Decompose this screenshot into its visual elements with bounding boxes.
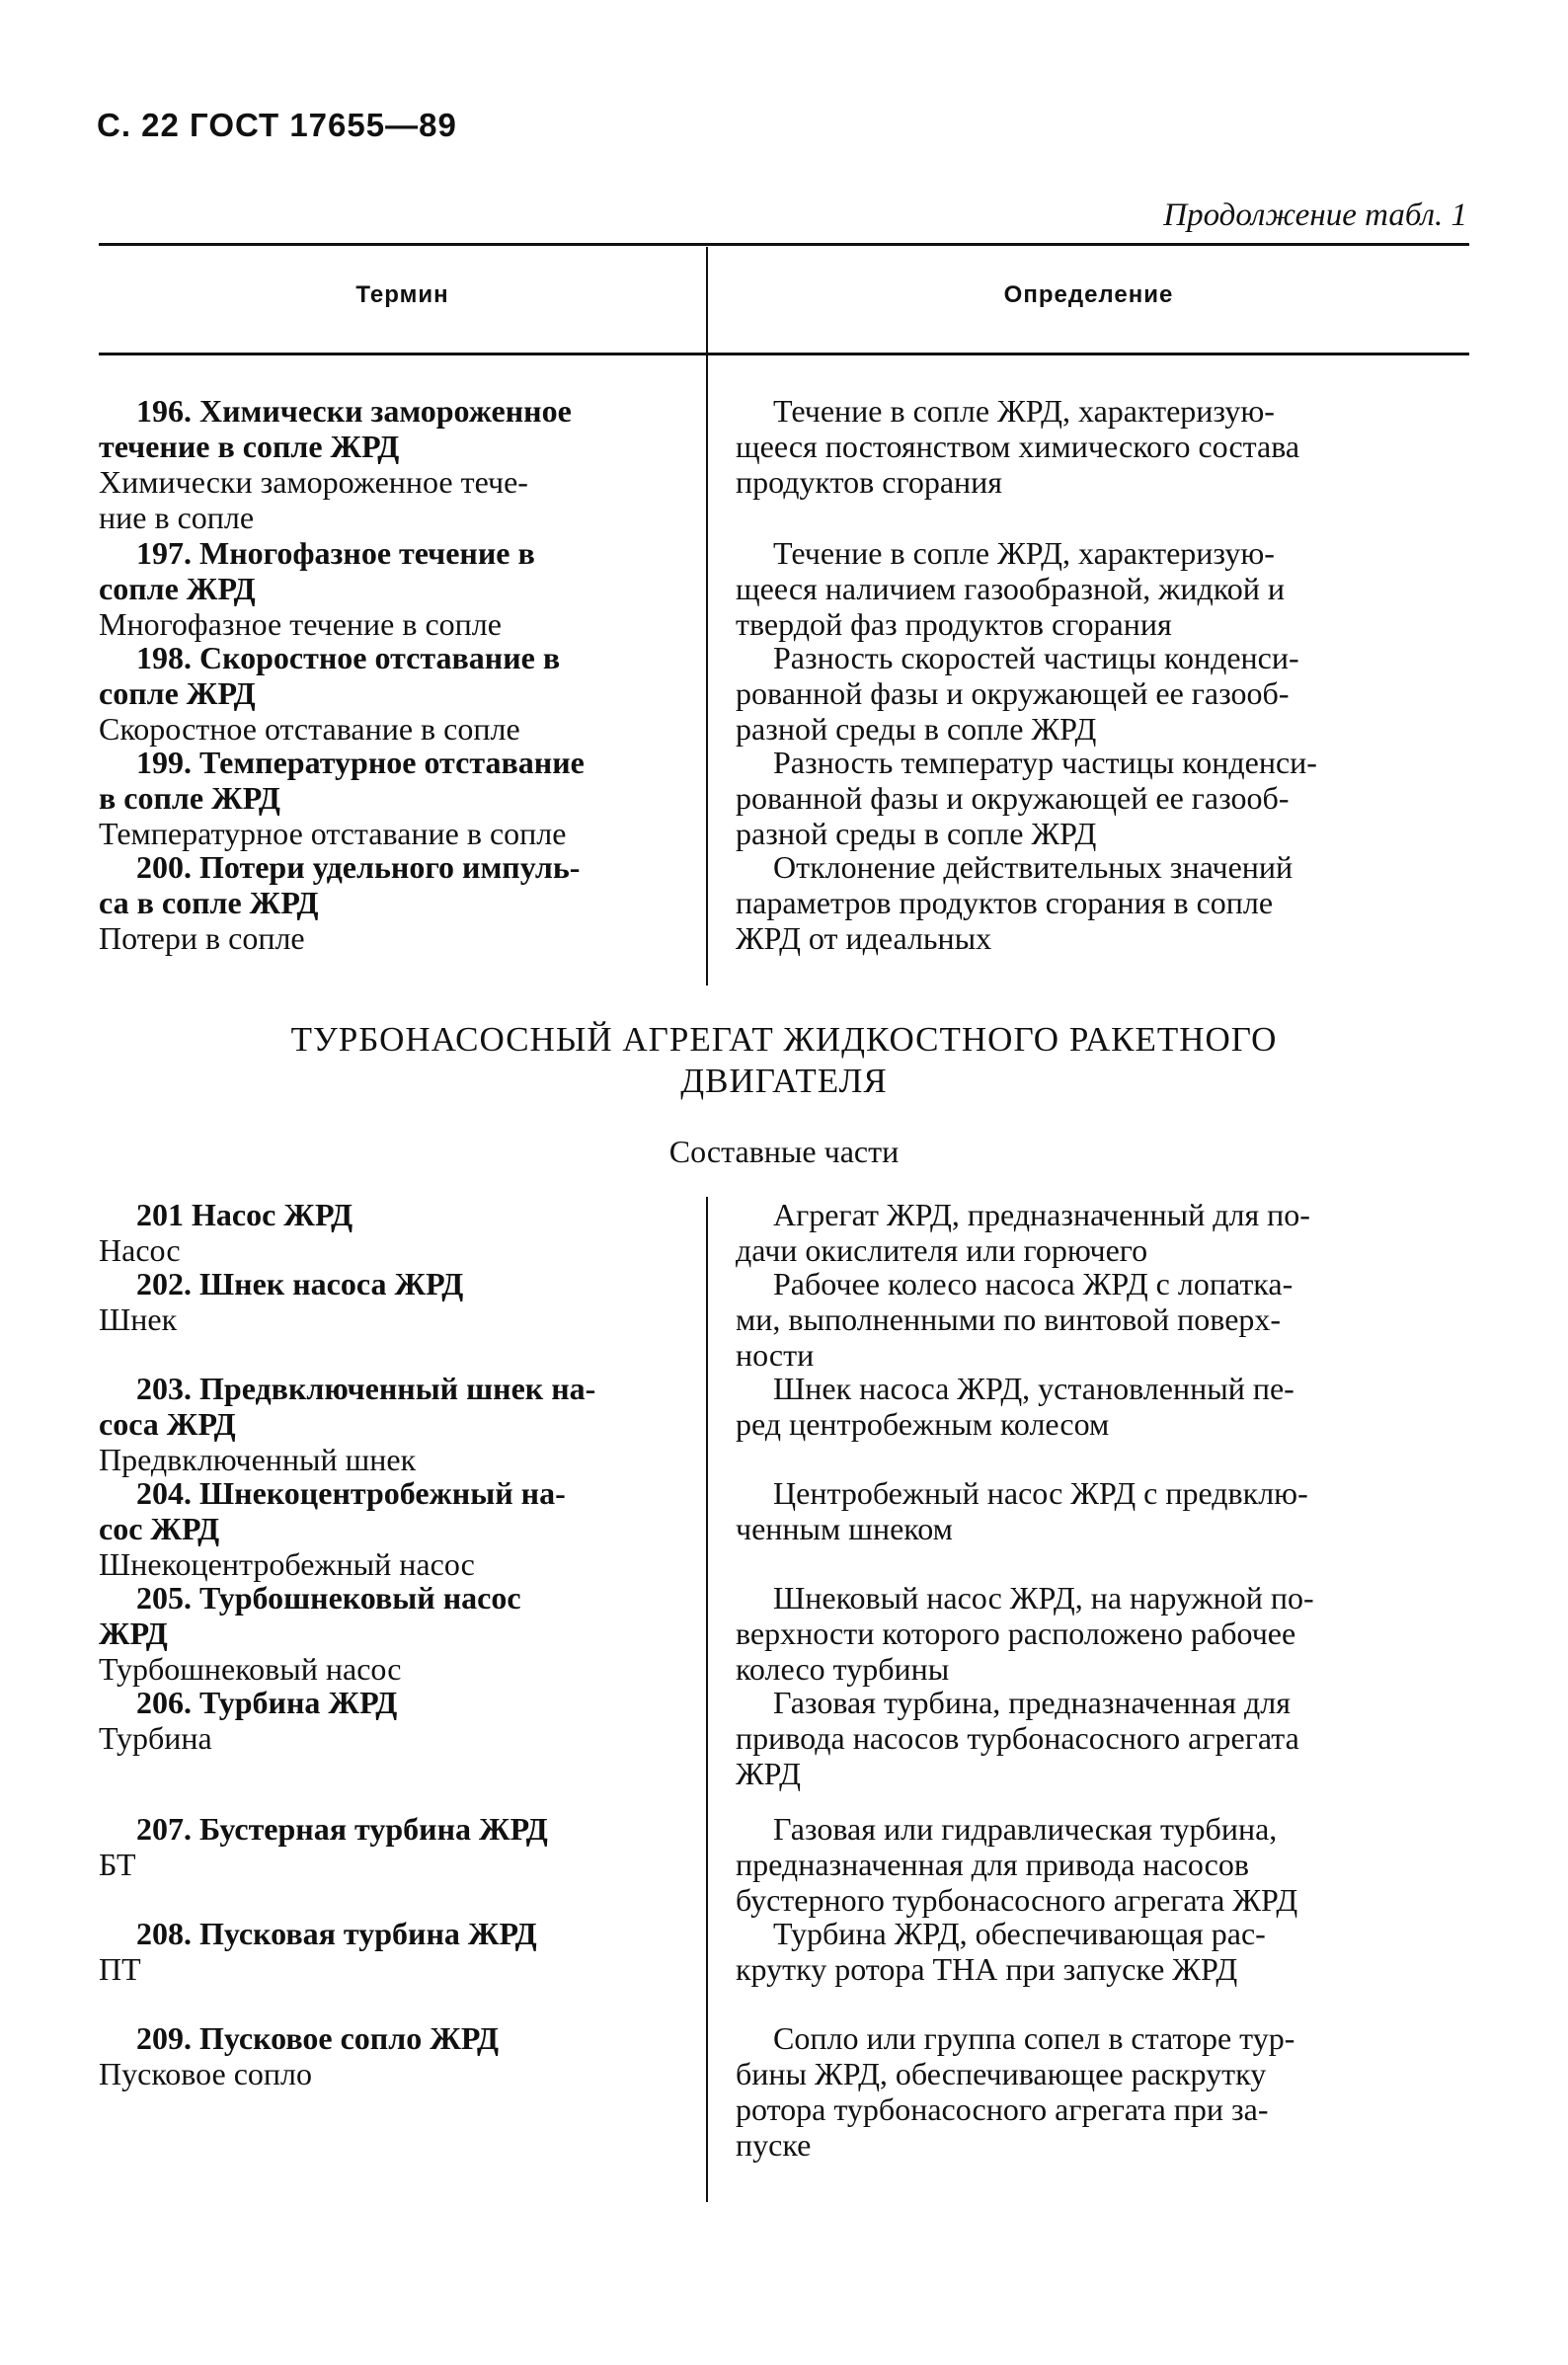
definition-line: Агрегат ЖРД, предназначенный для по- <box>773 1197 1310 1232</box>
table-continuation-label: Продолжение табл. 1 <box>1163 197 1467 233</box>
term-cell <box>99 1811 683 1882</box>
term-line: 205. Турбошнековый насос <box>136 1580 521 1616</box>
definition-cell <box>736 1266 1469 1373</box>
column-header-term: Термин <box>355 281 449 308</box>
short-term-line: Пусковое сопло <box>99 2056 313 2091</box>
page-header: С. 22 ГОСТ 17655—89 <box>97 107 457 143</box>
definition-line: бустерного турбонасосного агрегата ЖРД <box>736 1882 1298 1918</box>
term-line: 202. Шнек насоса ЖРД <box>136 1266 464 1301</box>
column-divider-top <box>706 247 708 985</box>
definition-line: Газовая турбина, предназначенная для <box>773 1685 1291 1720</box>
definition-line: Течение в сопле ЖРД, характеризую- <box>773 393 1275 429</box>
definition-cell <box>736 849 1469 956</box>
term-line: 197. Многофазное течение в <box>136 535 535 571</box>
table-top-rule <box>99 243 1469 246</box>
definition-line: Рабочее колесо насоса ЖРД с лопатка- <box>773 1266 1294 1301</box>
short-term-line: Насос <box>99 1232 181 1268</box>
term-cell <box>99 393 683 535</box>
term-line: 200. Потери удельного импуль- <box>136 849 581 885</box>
term-line: сопле ЖРД <box>99 675 256 711</box>
term-cell <box>99 1685 683 1756</box>
definition-line: привода насосов турбонасосного агрегата <box>736 1720 1299 1756</box>
short-term-line: Скоростное отставание в сопле <box>99 711 520 747</box>
definition-line: Газовая или гидравлическая турбина, <box>773 1811 1278 1847</box>
definition-line: Сопло или группа сопел в статоре тур- <box>773 2020 1295 2056</box>
term-cell <box>99 1916 683 1987</box>
definition-cell <box>736 2020 1469 2163</box>
term-line: 209. Пусковое сопло ЖРД <box>136 2020 499 2056</box>
definition-line: крутку ротора ТНА при запуске ЖРД <box>736 1951 1238 1987</box>
section-subtitle: Составные части <box>668 1134 900 1169</box>
definition-line: твердой фаз продуктов сгорания <box>736 606 1172 642</box>
section-title-line: ТУРБОНАСОСНЫЙ АГРЕГАТ ЖИДКОСТНОГО РАКЕТНОГО <box>290 1020 1278 1059</box>
definition-line: ми, выполненными по винтовой поверх- <box>736 1301 1282 1337</box>
definition-cell <box>736 640 1469 747</box>
definition-line: разной среды в сопле ЖРД <box>736 816 1097 851</box>
definition-line: пуске <box>736 2127 812 2163</box>
definition-line: бины ЖРД, обеспечивающее раскрутку <box>736 2056 1267 2091</box>
definition-cell <box>736 393 1469 500</box>
term-cell <box>99 535 683 642</box>
term-line: 196. Химически замороженное <box>136 393 572 429</box>
column-header-definition: Определение <box>1003 281 1174 308</box>
term-line: соса ЖРД <box>99 1406 236 1442</box>
definition-line: рованной фазы и окружающей ее газооб- <box>736 675 1290 711</box>
term-cell <box>99 1580 683 1687</box>
definition-cell <box>736 745 1469 851</box>
term-cell <box>99 1371 683 1477</box>
column-divider-bottom <box>706 1197 708 2202</box>
definition-line: верхности которого расположено рабочее <box>736 1616 1296 1651</box>
short-term-line: Предвключенный шнек <box>99 1442 417 1477</box>
short-term-line: Химически замороженное тече- <box>99 464 528 500</box>
short-term-line: Потери в сопле <box>99 920 305 956</box>
short-term-line: Шнек <box>99 1301 178 1337</box>
definition-line: ченным шнеком <box>736 1511 953 1546</box>
definition-line: Разность скоростей частицы конденси- <box>773 640 1299 675</box>
short-term-line: БТ <box>99 1847 136 1882</box>
definition-cell <box>736 1580 1469 1687</box>
definition-cell <box>736 1811 1469 1918</box>
term-line: 204. Шнекоцентробежный на- <box>136 1475 566 1511</box>
term-line: ЖРД <box>99 1616 168 1651</box>
term-cell <box>99 1266 683 1337</box>
definition-line: щееся наличием газообразной, жидкой и <box>736 571 1285 606</box>
definition-line: Шнековый насос ЖРД, на наружной по- <box>773 1580 1314 1616</box>
definition-line: Центробежный насос ЖРД с предвклю- <box>773 1475 1308 1511</box>
definition-line: рованной фазы и окружающей ее газооб- <box>736 780 1290 816</box>
term-line: 206. Турбина ЖРД <box>136 1685 398 1720</box>
definition-line: ЖРД <box>736 1756 801 1791</box>
term-line: 201 Насос ЖРД <box>136 1197 353 1232</box>
definition-line: ротора турбонасосного агрегата при за- <box>736 2091 1269 2127</box>
term-cell <box>99 745 683 851</box>
definition-line: ЖРД от идеальных <box>736 920 992 956</box>
definition-cell <box>736 1685 1469 1791</box>
table-header-rule <box>99 353 1469 355</box>
definition-line: Отклонение действительных значений <box>773 849 1294 885</box>
short-term-line: Турбина <box>99 1720 212 1756</box>
definition-cell <box>736 1475 1469 1546</box>
term-cell <box>99 1475 683 1582</box>
term-line: 208. Пусковая турбина ЖРД <box>136 1916 537 1951</box>
term-cell <box>99 2020 683 2091</box>
definition-cell <box>736 1916 1469 1987</box>
term-line: 203. Предвключенный шнек на- <box>136 1371 596 1406</box>
short-term-line: Температурное отставание в сопле <box>99 816 567 851</box>
definition-line: параметров продуктов сгорания в сопле <box>736 885 1274 920</box>
term-line: са в сопле ЖРД <box>99 885 319 920</box>
term-line: сос ЖРД <box>99 1511 220 1546</box>
term-cell <box>99 640 683 747</box>
short-term-line: ПТ <box>99 1951 141 1987</box>
definition-line: разной среды в сопле ЖРД <box>736 711 1097 747</box>
term-line: 198. Скоростное отставание в <box>136 640 561 675</box>
definition-line: колесо турбины <box>736 1651 950 1687</box>
definition-line: Турбина ЖРД, обеспечивающая рас- <box>773 1916 1266 1951</box>
term-line: в сопле ЖРД <box>99 780 280 816</box>
term-line: течение в сопле ЖРД <box>99 429 400 464</box>
definition-line: щееся постоянством химического состава <box>736 429 1300 464</box>
definition-cell <box>736 1197 1469 1268</box>
definition-line: Шнек насоса ЖРД, установленный пе- <box>773 1371 1294 1406</box>
term-cell <box>99 1197 683 1268</box>
definition-line: Разность температур частицы конденси- <box>773 745 1317 780</box>
section-title-line: ДВИГАТЕЛЯ <box>680 1062 888 1100</box>
definition-line: продуктов сгорания <box>736 464 1002 500</box>
definition-line: ности <box>736 1337 815 1373</box>
term-line: 207. Бустерная турбина ЖРД <box>136 1811 548 1847</box>
short-term-line: Шнекоцентробежный насос <box>99 1546 475 1582</box>
term-line: сопле ЖРД <box>99 571 256 606</box>
short-term-line: Многофазное течение в сопле <box>99 606 502 642</box>
short-term-line: ние в сопле <box>99 500 255 535</box>
definition-cell <box>736 535 1469 642</box>
definition-line: дачи окислителя или горючего <box>736 1232 1148 1268</box>
term-cell <box>99 849 683 956</box>
term-line: 199. Температурное отставание <box>136 745 585 780</box>
definition-line: ред центробежным колесом <box>736 1406 1110 1442</box>
section-title <box>99 1019 1469 1102</box>
short-term-line: Турбошнековый насос <box>99 1651 402 1687</box>
definition-line: Течение в сопле ЖРД, характеризую- <box>773 535 1275 571</box>
definition-cell <box>736 1371 1469 1442</box>
definition-line: предназначенная для привода насосов <box>736 1847 1249 1882</box>
